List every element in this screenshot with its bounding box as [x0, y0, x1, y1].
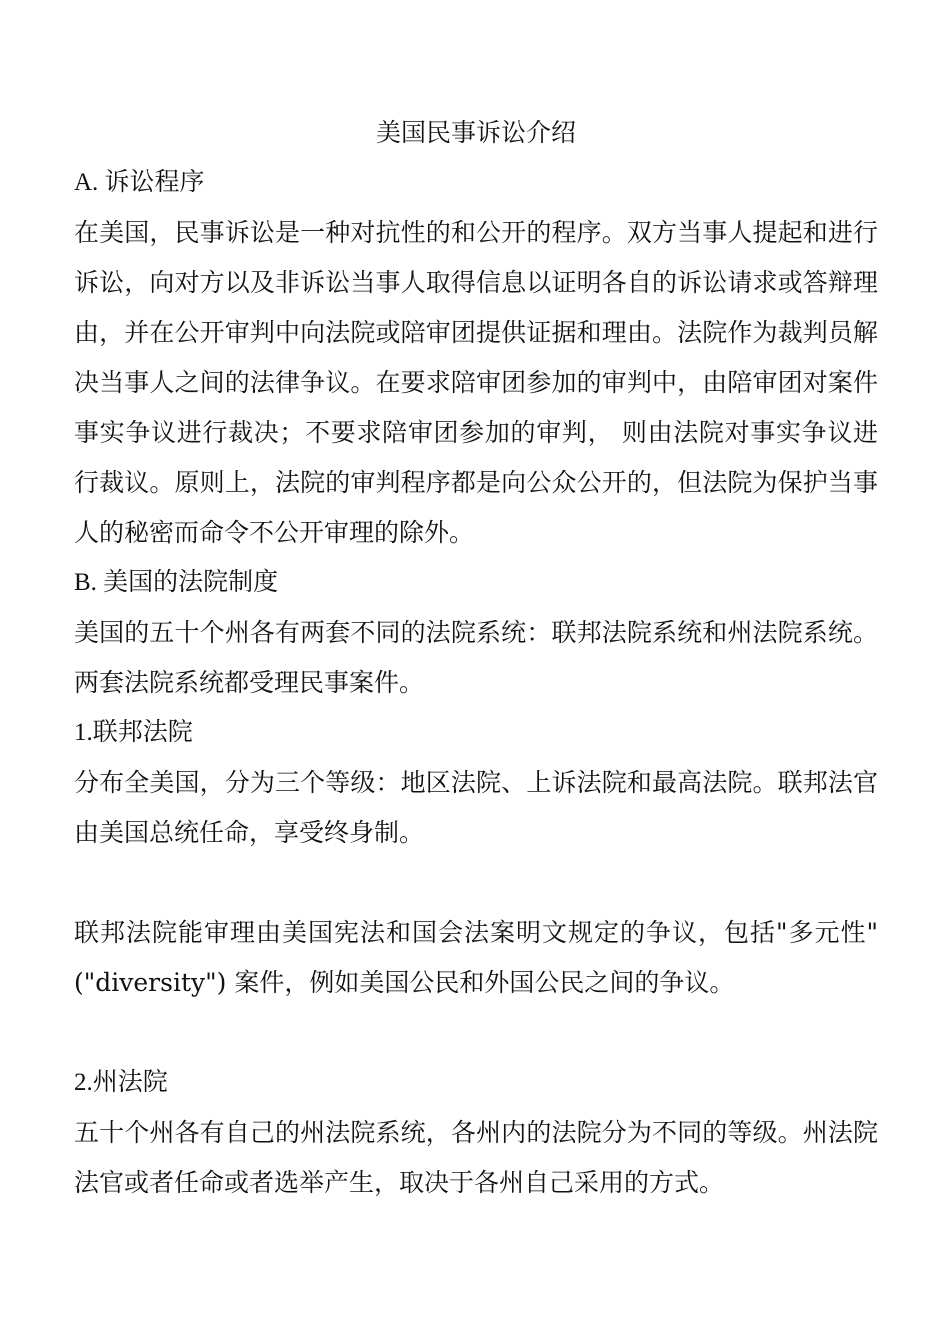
section-b-body: 美国的五十个州各有两套不同的法院系统：联邦法院系统和州法院系统。两套法院系统都受理民事案件。	[74, 618, 878, 697]
blank-line	[74, 1008, 878, 1058]
federal-court-body-2: 联邦法院能审理由美国宪法和国会法案明文规定的争议，包括"多元性"("diversity") 案件，例如美国公民和外国公民之间的争议。	[74, 918, 878, 997]
state-court-body: 五十个州各有自己的州法院系统，各州内的法院分为不同的等级。州法院法官或者任命或者选举产生，取决于各州自己采用的方式。	[74, 1118, 878, 1197]
section-a-heading: A. 诉讼程序	[74, 169, 205, 196]
document-page	[74, 108, 878, 1208]
section-a-body: 在美国，民事诉讼是一种对抗性的和公开的程序。双方当事人提起和进行诉讼，向对方以及非诉讼当事人取得信息以证明各自的诉讼请求或答辩理由，并在公开审判中向法院或陪审团提供证据和理由。法院作为裁判员解决当事人之间的法律争议。在要求陪审团参加的审判中，由陪审团对案件事实争议进行裁决；不要求陪审团参加的审判， 则由法院对事实争议进行裁议。原则上，法院的审判程序都是向公众公开的，但法院为保护当事人的秘密而命令不公开审理的除外。	[74, 218, 878, 547]
state-court-heading: 2.州法院	[74, 1069, 168, 1096]
blank-line	[74, 858, 878, 908]
federal-court-body-1: 分布全美国，分为三个等级：地区法院、上诉法院和最高法院。联邦法官由美国总统任命，享受终身制。	[74, 768, 878, 847]
section-b-heading: B. 美国的法院制度	[74, 569, 279, 596]
federal-court-heading: 1.联邦法院	[74, 719, 193, 746]
document-title: 美国民事诉讼介绍	[375, 118, 576, 147]
